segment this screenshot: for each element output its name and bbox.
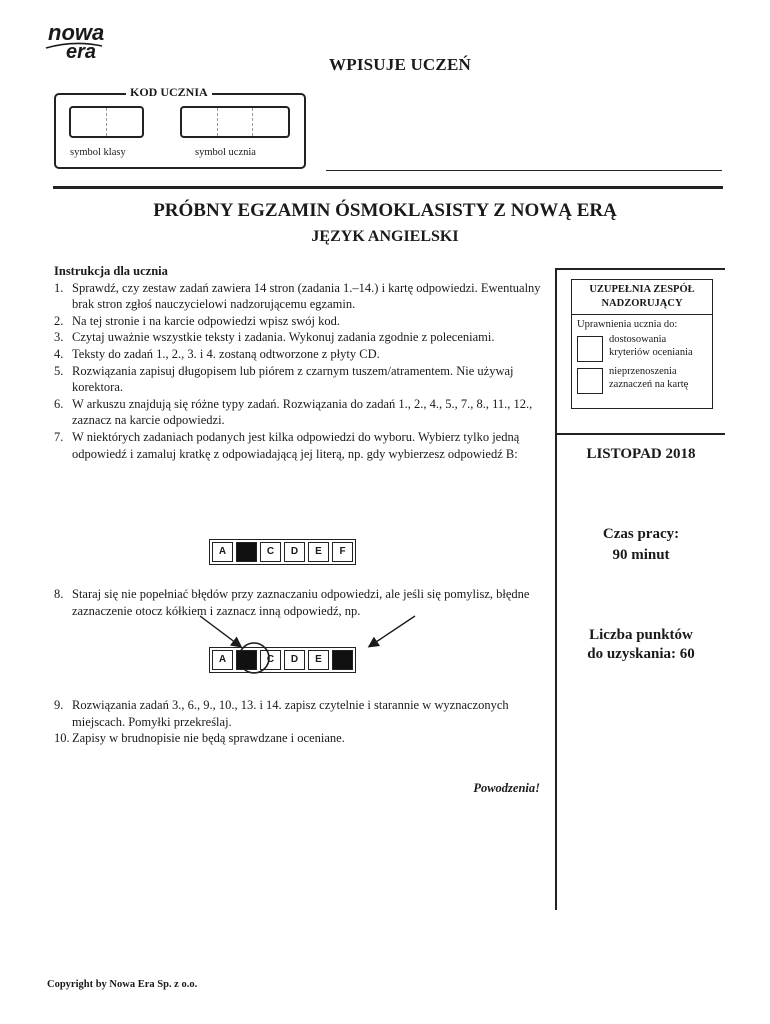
answer-box-b-filled — [236, 542, 257, 562]
instruction-item: 10. Zapisy w brudnopisie nie będą sprawdzane i oceniane. — [54, 731, 345, 746]
duration-value: 90 minut — [612, 547, 670, 563]
checkbox-no-transfer[interactable] — [577, 368, 603, 394]
answer-box-d: D — [284, 650, 305, 670]
good-luck: Powodzenia! — [473, 781, 540, 795]
instruction-item: 9. Rozwiązania zadań 3., 6., 9., 10., 13. i 14. zapisz czytelnie i starannie w wyznaczonych miejscach. Pomyłki przekreślaj. — [54, 698, 509, 729]
points-value: do uzyskania: 60 — [587, 646, 695, 662]
instructions — [54, 263, 549, 462]
sidebar-top-rule — [555, 268, 725, 270]
logo-text-era: era — [66, 41, 97, 63]
header-divider — [53, 186, 723, 189]
supervisor-header: UZUPEŁNIA ZESPÓŁ NADZORUJĄCY — [572, 280, 712, 315]
option-no-transfer: nieprzenoszenia zaznaczeń na kartę — [609, 366, 689, 390]
answer-box-c: C — [260, 542, 281, 562]
answer-box-c: C — [260, 650, 281, 670]
class-symbol-input[interactable] — [69, 106, 144, 138]
nowa-era-logo — [44, 20, 114, 66]
answer-box-b-circled — [236, 650, 257, 670]
exam-title: PRÓBNY EGZAMIN ÓSMOKLASISTY Z NOWĄ ERĄ — [153, 200, 617, 221]
duration-label: Czas pracy: — [602, 526, 680, 542]
sidebar-mid-rule — [555, 433, 725, 435]
answer-box-d: D — [284, 542, 305, 562]
instruction-item: 1. Sprawdź, czy zestaw zadań zawiera 14 stron (zadania 1.–14.) i kartę odpowiedzi. Ewentualny brak stron zgłoś nauczycielowi nadzorującemu egzamin. — [54, 280, 541, 312]
answer-box-a: A — [212, 542, 233, 562]
instruction-item: 2. Na tej stronie i na karcie odpowiedzi wpisz swój kod. — [54, 313, 340, 328]
instructions-tail — [54, 697, 549, 747]
student-code-title: KOD UCZNIA — [126, 85, 212, 100]
option-adjust-criteria: dostosowania kryteriów oceniania — [609, 334, 693, 358]
answer-box-f-filled — [332, 650, 353, 670]
answer-box-f: F — [332, 542, 353, 562]
copyright: Copyright by Nowa Era Sp. z o.o. — [47, 979, 198, 990]
max-points — [556, 626, 726, 664]
example-answer-row — [209, 539, 356, 565]
instructions-heading: Instrukcja dla ucznia — [54, 264, 168, 278]
answer-box-a: A — [212, 650, 233, 670]
answer-box-e: E — [308, 650, 329, 670]
student-symbol-label: symbol ucznia — [195, 147, 256, 158]
answer-box-e: E — [308, 542, 329, 562]
signature-line[interactable] — [326, 170, 722, 171]
instruction-item: 6. W arkuszu znajdują się różne typy zadań. Rozwiązania do zadań 1., 2., 4., 5., 7., 8., 11., 12., zaznacz na karcie odpowiedzi. — [54, 396, 533, 428]
class-symbol-label: symbol klasy — [70, 147, 126, 158]
exam-duration — [556, 524, 726, 566]
example-correction-row — [209, 647, 356, 673]
wpisuje-uczen-label: WPISUJE UCZEŃ — [329, 55, 471, 74]
sidebar-divider — [555, 268, 557, 910]
supervisor-box — [571, 279, 713, 409]
exam-subject: JĘZYK ANGIELSKI — [311, 228, 459, 245]
student-symbol-input[interactable] — [180, 106, 290, 138]
instruction-item: 3. Czytaj uważnie wszystkie teksty i zadania. Wykonuj zadania zgodnie z poleceniami. — [54, 330, 495, 345]
instruction-item: 5. Rozwiązania zapisuj długopisem lub piórem z czarnym tuszem/atramentem. Nie używaj korektora. — [54, 363, 514, 395]
instruction-item: 4. Teksty do zadań 1., 2., 3. i 4. zostaną odtworzone z płyty CD. — [54, 346, 380, 361]
entitlements-label: Uprawnienia ucznia do: — [577, 319, 678, 330]
exam-date: LISTOPAD 2018 — [586, 446, 696, 462]
instruction-item: 8. Staraj się nie popełniać błędów przy zaznaczaniu odpowiedzi, ale jeśli się pomylisz, błędne zaznaczenie otocz kółkiem i zaznacz inną odpowiedź, np. — [54, 587, 530, 618]
logo-text-nowa: nowa — [48, 20, 105, 45]
checkbox-adjust-criteria[interactable] — [577, 336, 603, 362]
instruction-item: 7. W niektórych zadaniach podanych jest kilka odpowiedzi do wyboru. Wybierz tylko jedną odpowiedź i zamaluj kratkę z odpowiadającą jej literą, np. gdy wybierzesz odpowiedź B: — [54, 429, 520, 461]
points-label: Liczba punktów — [589, 627, 693, 643]
